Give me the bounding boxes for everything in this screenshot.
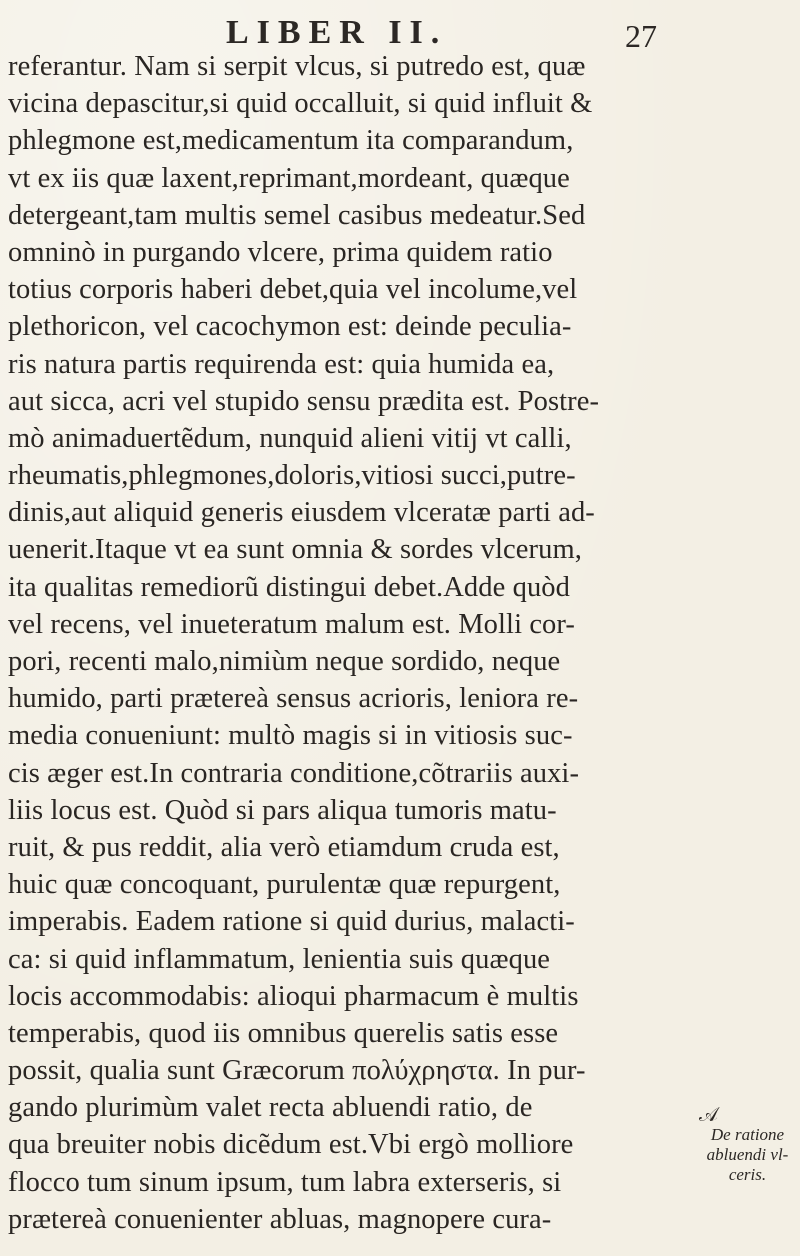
text-line: vel recens, vel inueteratum malum est. Molli cor- — [8, 608, 576, 640]
margin-note-mark: 𝒜 — [699, 1104, 718, 1126]
text-line: dinis,aut aliquid generis eiusdem vlceratæ parti ad- — [8, 497, 595, 529]
text-line: cis æger est.In contraria conditione,cõtrariis auxi- — [8, 757, 580, 789]
text-line: mò animaduertẽdum, nunquid alieni vitij vt calli, — [8, 422, 572, 454]
margin-note-line: abluendi vl- — [706, 1145, 789, 1164]
text-line: aut sicca, acri vel stupido sensu prædita est. Postre- — [8, 385, 600, 417]
text-line: referantur. Nam si serpit vlcus, si putredo est, quæ — [8, 51, 586, 82]
text-line: ruit, & pus reddit, alia verò etiamdum cruda est, — [8, 831, 560, 863]
text-line: temperabis, quod iis omnibus querelis satis esse — [8, 1017, 559, 1049]
body-text — [8, 48, 688, 1238]
text-line: vicina depascitur,si quid occalluit, si quid influit & — [8, 88, 593, 120]
text-line: plethoricon, vel cacochymon est: deinde peculia- — [8, 311, 572, 343]
text-line: detergeant,tam multis semel casibus medeatur.Sed — [8, 199, 586, 231]
text-line: phlegmone est,medicamentum ita comparandum, — [8, 125, 574, 157]
text-line: humido, parti prætereà sensus acrioris, leniora re- — [8, 683, 579, 715]
text-line: liis locus est. Quòd si pars aliqua tumoris matu- — [8, 794, 557, 826]
text-line: huic quæ concoquant, purulentæ quæ repurgent, — [8, 869, 561, 901]
page-header — [0, 12, 800, 52]
text-line: ris natura partis requirenda est: quia humida ea, — [8, 348, 555, 380]
text-line: media conueniunt: multò magis si in vitiosis suc- — [8, 720, 573, 752]
text-line: flocco tum sinum ipsum, tum labra exterseris, si — [8, 1166, 562, 1198]
text-line: qua breuiter nobis dicẽdum est.Vbi ergò molliore — [8, 1129, 574, 1161]
margin-note-line: De ratione — [710, 1125, 785, 1144]
text-line: locis accommodabis: alioqui pharmacum è multis — [8, 980, 579, 1012]
text-line: ita qualitas remediorũ distingui debet.Adde quòd — [8, 571, 571, 603]
text-line: prætereà conuenienter abluas, magnopere cura- — [8, 1203, 552, 1235]
text-line: ca: si quid inflammatum, lenientia suis quæque — [8, 943, 551, 975]
text-line: totius corporis haberi debet,quia vel incolume,vel — [8, 274, 578, 306]
running-head: LIBER II. — [226, 14, 448, 51]
text-line: omninò in purgando vlcere, prima quidem ratio — [8, 236, 553, 268]
text-line: gando plurimùm valet recta abluendi ratio, de — [8, 1092, 533, 1124]
text-line: imperabis. Eadem ratione si quid durius, malacti- — [8, 906, 575, 938]
text-line: vt ex iis quæ laxent,reprimant,mordeant, quæque — [8, 162, 570, 194]
text-line: pori, recenti malo,nimiùm neque sordido, neque — [8, 646, 561, 677]
margin-note-line: ceris. — [728, 1165, 767, 1184]
text-line: uenerit.Itaque vt ea sunt omnia & sordes vlcerum, — [8, 534, 582, 566]
margin-note — [695, 1105, 800, 1185]
text-line: rheumatis,phlegmones,doloris,vitiosi succi,putre- — [8, 460, 576, 492]
text-line: possit, qualia sunt Græcorum πολύχρηστα. In pur- — [8, 1055, 586, 1087]
page-number: 27 — [625, 18, 657, 54]
